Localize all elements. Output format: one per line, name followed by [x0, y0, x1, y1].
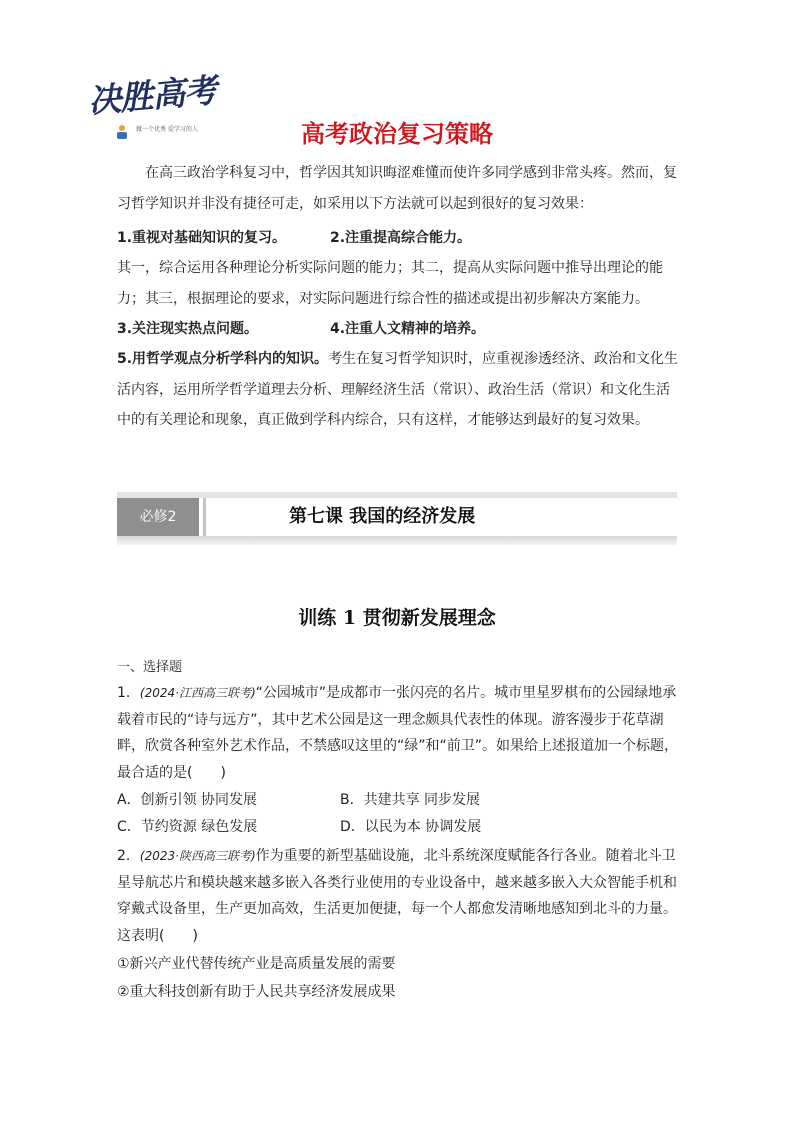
section-heading: 一、选择题 [117, 660, 183, 675]
question-1-options-row-2 [117, 814, 679, 841]
option-d[interactable]: D．以民为本 协调发展 [340, 819, 482, 835]
banner-tag: 必修2 [117, 498, 199, 536]
points-row-2 [117, 317, 679, 341]
point-5-body: 考生在复习哲学知识时，应重视渗透经济、政治和文化生活内容，运用所学哲学道理去分析、理解经济生活（常识）、政治生活（常识）和文化生活中的有关理论和现象，真正做到学科内综合，只有这样，才能够达到最好的复习效果。 [117, 351, 679, 428]
chapter-banner [117, 492, 677, 552]
question-1-number: 1． [117, 685, 140, 701]
option-a[interactable]: A．创新引领 协同发展 [117, 792, 258, 808]
point-4: 4.注重人文精神的培养。 [330, 321, 486, 337]
point-3: 3.关注现实热点问题。 [117, 321, 259, 337]
points-row-1 [117, 226, 679, 250]
intro-paragraph: 在高三政治学科复习中，哲学因其知识晦涩难懂而使许多同学感到非常头疼。然而，复习哲学知识并非没有捷径可走，如采用以下方法就可以起到很好的复习效果： [117, 165, 677, 212]
point-2-detail: 其一，综合运用各种理论分析实际问题的能力；其二，提高从实际问题中推导出理论的能力；其三，根据理论的要求，对实际问题进行综合性的描述或提出初步解决方案能力。 [117, 260, 663, 307]
question-2-number: 2． [117, 848, 140, 864]
question-1-options-row-1 [117, 787, 679, 814]
point-1: 1.重视对基础知识的复习。 [117, 230, 287, 246]
lesson-title: 训练 1 贯彻新发展理念 [298, 607, 496, 629]
question-2-item-1[interactable]: ①新兴产业代替传统产业是高质量发展的需要 [117, 956, 396, 972]
question-2-text: 作为重要的新型基础设施，北斗系统深度赋能各行各业。随着北斗卫星导航芯片和模块越来越多嵌入各类行业使用的专业设备中，越来越多嵌入大众智能手机和穿戴式设备里，生产更加高效，生活更加便捷，每一个人都愈发清晰地感知到北斗的力量。这表明( ) [117, 848, 677, 944]
question-1-text: “公园城市”是成都市一张闪亮的名片。城市里星罗棋布的公园绿地承载着市民的“诗与远方”，其中艺术公园是这一理念颇具代表性的体现。游客漫步于花草湖畔，欣赏各种室外艺术作品，不禁感叹这里的“绿”和“前卫”。如果给上述报道加一个标题，最合适的是( ) [117, 685, 679, 781]
question-1 [117, 680, 679, 786]
logo-text: 决胜高考 [86, 70, 218, 121]
option-c[interactable]: C．节约资源 绿色发展 [117, 819, 258, 835]
point-5 [117, 344, 679, 436]
banner-bottom-rule [117, 536, 677, 545]
point-2: 2.注重提高综合能力。 [330, 230, 472, 246]
page-title: 高考政治复习策略 [301, 120, 493, 148]
option-b[interactable]: B．共建共享 同步发展 [340, 792, 481, 808]
question-2-item-2[interactable]: ②重大科技创新有助于人民共享经济发展成果 [117, 984, 396, 1000]
question-1-source: (2024·江西高三联考) [139, 686, 256, 700]
point-5-heading: 5.用哲学观点分析学科内的知识。 [117, 351, 329, 367]
banner-title: 第七课 我国的经济发展 [289, 506, 476, 527]
banner-divider [203, 498, 206, 536]
question-2-source: (2023·陕西高三联考) [139, 849, 256, 863]
logo-tagline: 做一个优秀 爱学习的人 [136, 126, 198, 133]
question-2 [117, 843, 679, 949]
